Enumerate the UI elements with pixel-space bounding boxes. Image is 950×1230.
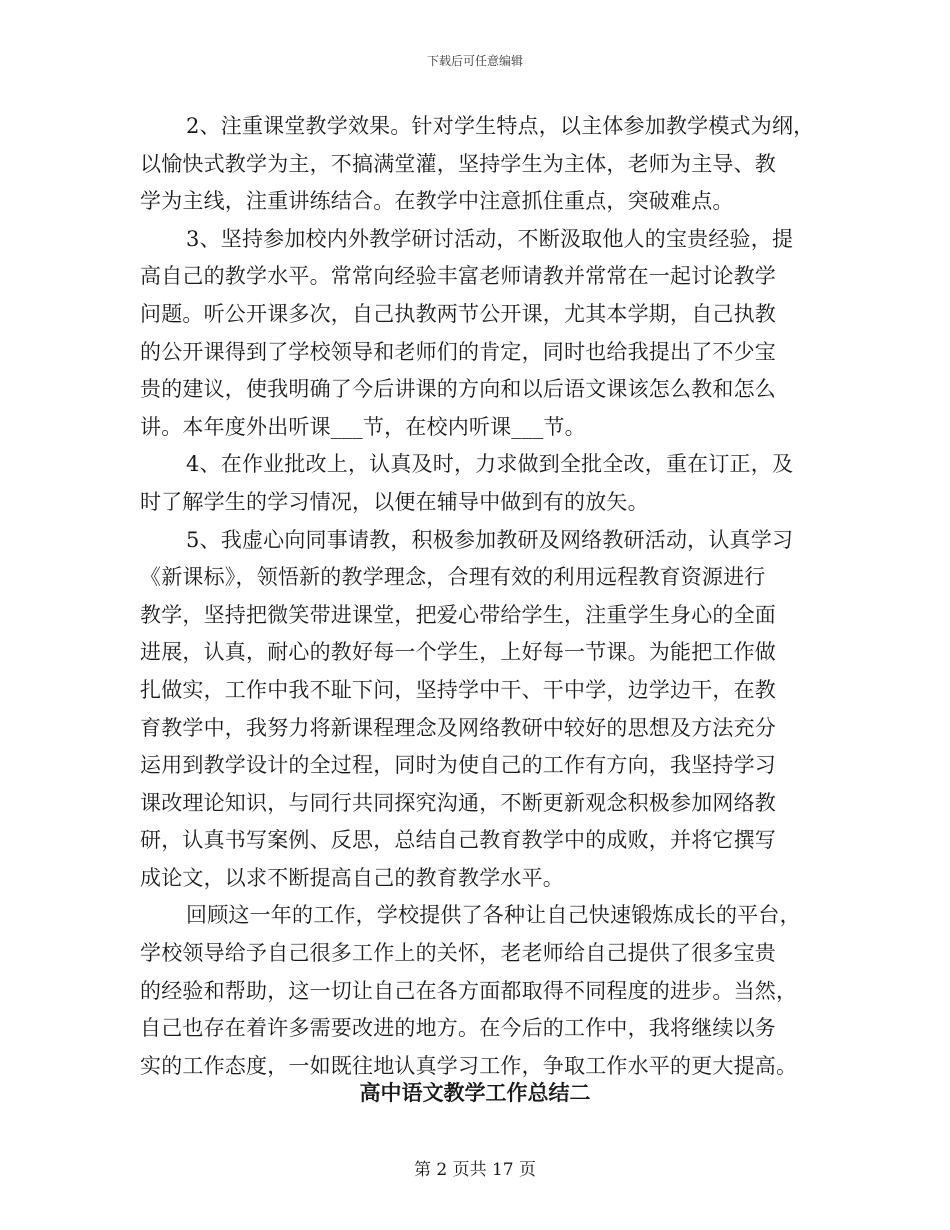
text-line: 问题。听公开课多次，自己执教两节公开课，尤其本学期，自己执教 bbox=[140, 301, 776, 326]
text-line: 回顾这一年的工作，学校提供了各种让自己快速锻炼成长的平台， bbox=[186, 903, 801, 928]
text-line: 进展，认真，耐心的教好每一个学生，上好每一节课。为能把工作做 bbox=[140, 640, 776, 665]
text-line: 5、我虚心向同事请教，积极参加教研及网络教研活动，认真学习 bbox=[186, 527, 794, 552]
text-line: 讲。本年度外出听课___节，在校内听课___节。 bbox=[140, 414, 586, 439]
text-line: 以愉快式教学为主，不搞满堂灌，坚持学生为主体，老师为主导、教 bbox=[140, 151, 776, 176]
text-line: 的经验和帮助，这一切让自己在各方面都取得不同程度的进步。当然， bbox=[140, 978, 798, 1003]
text-line: 学为主线，注重讲练结合。在教学中注意抓住重点，突破难点。 bbox=[140, 189, 734, 214]
text-line: 学校领导给予自己很多工作上的关怀，老老师给自己提供了很多宝贵 bbox=[140, 941, 776, 966]
text-line: 时了解学生的学习情况，以便在辅导中做到有的放矢。 bbox=[140, 489, 649, 514]
text-line: 高自己的教学水平。常常向经验丰富老师请教并常常在一起讨论教学 bbox=[140, 264, 776, 289]
text-line: 4、在作业批改上，认真及时，力求做到全批全改，重在订正，及 bbox=[186, 452, 794, 477]
text-line: 《新课标》，领悟新的教学理念，合理有效的利用远程教育资源进行 bbox=[140, 565, 766, 590]
document-body bbox=[140, 108, 816, 1085]
text-line: 的公开课得到了学校领导和老师们的肯定，同时也给我提出了不少宝 bbox=[140, 339, 776, 364]
text-line: 2、注重课堂教学效果。针对学生特点，以主体参加教学模式为纲， bbox=[186, 114, 815, 138]
section-heading: 高中语文教学工作总结二 bbox=[359, 1080, 591, 1105]
text-line: 自己也存在着许多需要改进的地方。在今后的工作中，我将继续以务 bbox=[140, 1016, 776, 1041]
text-line: 运用到教学设计的全过程，同时为使自己的工作有方向，我坚持学习 bbox=[140, 753, 776, 778]
text-line: 教学，坚持把微笑带进课堂，把爱心带给学生，注重学生身心的全面 bbox=[140, 602, 776, 627]
text-line: 育教学中，我努力将新课程理念及网络教研中较好的思想及方法充分 bbox=[140, 715, 776, 740]
text-line: 扎做实，工作中我不耻下问，坚持学中干、干中学，边学边干，在教 bbox=[140, 677, 776, 702]
page-footer: 第 2 页共 17 页 bbox=[413, 1160, 537, 1180]
text-line: 课改理论知识，与同行共同探究沟通，不断更新观念积极参加网络教 bbox=[140, 790, 776, 815]
text-line: 贵的建议，使我明确了今后讲课的方向和以后语文课该怎么教和怎么 bbox=[140, 377, 776, 402]
text-line: 3、坚持参加校内外教学研讨活动，不断汲取他人的宝贵经验，提 bbox=[186, 226, 794, 251]
text-line: 实的工作态度，一如既往地认真学习工作，争取工作水平的更大提高。 bbox=[140, 1053, 798, 1078]
page-header: 下载后可任意编辑 bbox=[426, 54, 523, 68]
text-line: 研，认真书写案例、反思，总结自己教育教学中的成败，并将它撰写 bbox=[140, 828, 776, 853]
text-line: 成论文，以求不断提高自己的教育教学水平。 bbox=[140, 865, 564, 890]
